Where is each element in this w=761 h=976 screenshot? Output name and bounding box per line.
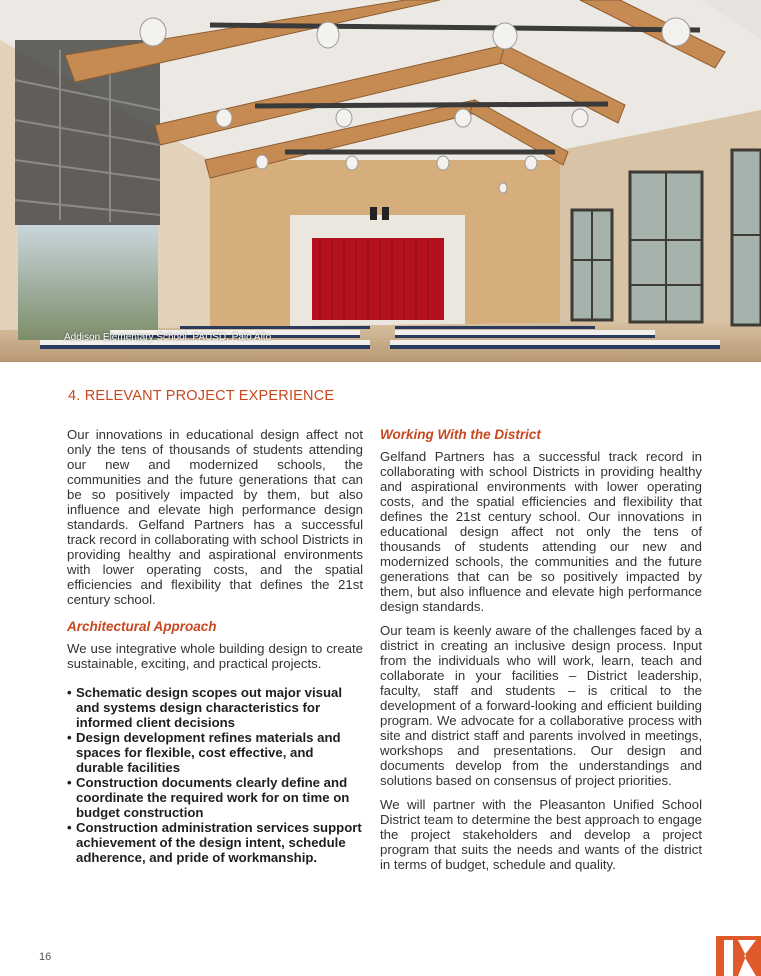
page-number: 16 <box>39 951 52 963</box>
list-item: • Construction administration services support achievement of the design intent, schedule adherence, and pride of workmanship. <box>67 820 363 865</box>
multipurpose-room-illustration <box>0 0 761 362</box>
architectural-approach-heading: Architectural Approach <box>67 619 217 634</box>
district-paragraph-2: Our team is keenly aware of the challenges faced by a district in creating an inclusive design process. Input from the individuals who will work, learn, teach and collaborate in your facilities – District leadership, faculty, staff and students – is critical to the development of a forward-looking and efficient building program. We advocate for a collaborative process with site and district staff and parents involved in meetings, workshops and presentations. Our design and documents develop from the understandings and solutions based on consensus of project priorities. <box>380 623 702 788</box>
photo-caption: Addison Elementary School, PAUSD, Palo Alto <box>64 332 272 343</box>
list-item: • Design development refines materials and spaces for flexible, cost effective, and durable facilities <box>67 730 363 775</box>
list-item: • Construction documents clearly define and coordinate the required work for on time on budget construction <box>67 775 363 820</box>
list-item: • Schematic design scopes out major visual and systems design characteristics for informed client decisions <box>67 685 363 730</box>
working-with-district-heading: Working With the District <box>380 427 541 442</box>
gelfand-logo-icon <box>716 936 761 976</box>
district-paragraph-1: Gelfand Partners has a successful track record in collaborating with school Districts in providing healthy and aspirational environments with lower operating costs, and the spatial efficiencies and flexibility that defines the 21st century school. Our innovations in educational design affect not only the tens of thousands of students attending our new and modernized schools, the communities and the future generations that can be so positively impacted by them, but also influence and elevate high performance design standards. <box>380 449 702 614</box>
intro-paragraph: Our innovations in educational design affect not only the tens of thousands of students attending our new and modernized schools, the communities and the future generations that can be so positively impacted by them, but also influence and elevate high performance design standards. Gelfand Partners has a successful track record in collaborating with school Districts in providing healthy and aspirational environments with lower operating costs, and the spatial efficiencies and flexibility that defines the 21st century school. <box>67 427 363 607</box>
hero-photo <box>0 0 761 362</box>
left-column <box>67 427 363 865</box>
right-column <box>380 427 702 881</box>
section-heading: 4. RELEVANT PROJECT EXPERIENCE <box>68 388 335 404</box>
services-list <box>67 685 363 865</box>
district-paragraph-3: We will partner with the Pleasanton Unified School District team to determine the best approach to engage the project stakeholders and develop a project program that suits the needs and wants of the district in terms of budget, schedule and quality. <box>380 797 702 872</box>
approach-paragraph: We use integrative whole building design to create sustainable, exciting, and practical projects. <box>67 641 363 671</box>
